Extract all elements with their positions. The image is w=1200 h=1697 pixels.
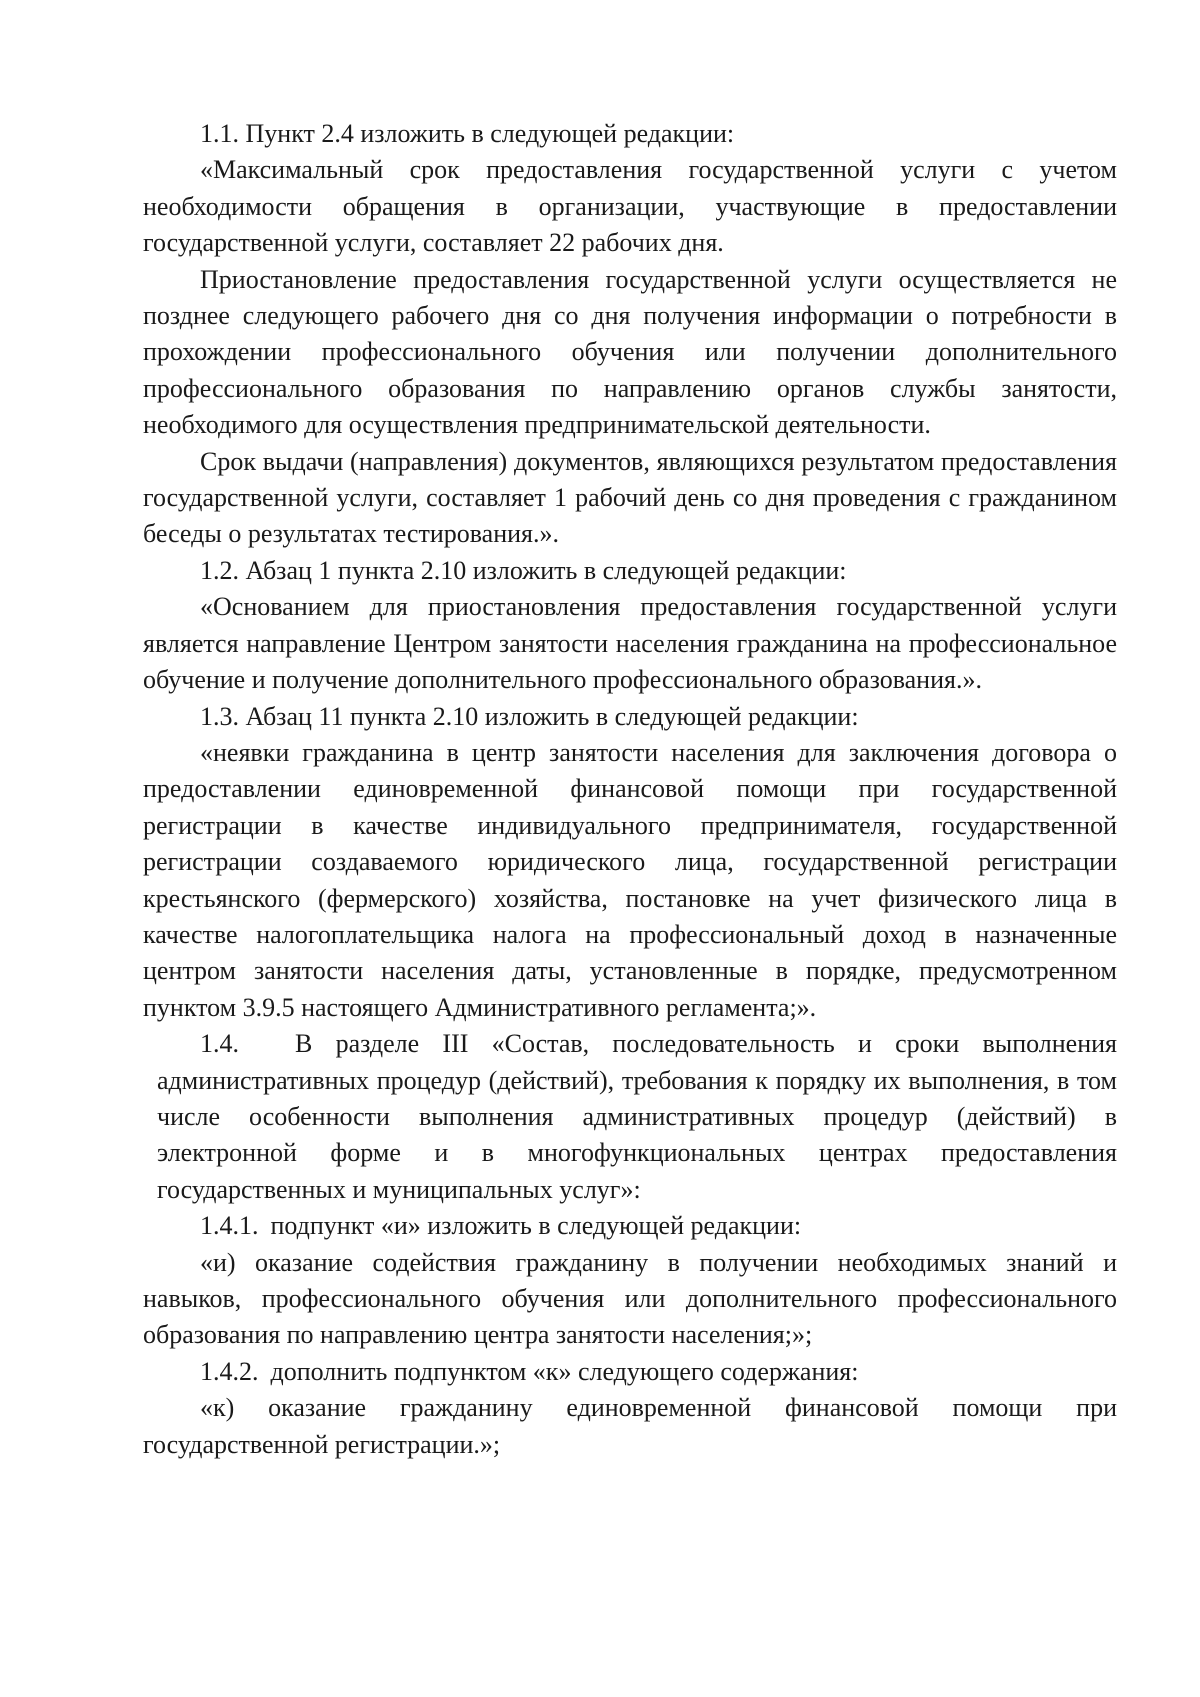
paragraph-1-1: 1.1. Пункт 2.4 изложить в следующей редакции: (200, 119, 735, 148)
paragraph-suspension: Приостановление предоставления государственной услуги осуществляется не позднее следующего рабочего дня со дня получения информации о потребности в прохождении профессионального обучения или получении дополнительного профессионального образования по направлению органов службы занятости, необходимого для осуществления предпринимательской деятельности. (143, 264, 1117, 440)
paragraph-1-4 (143, 1026, 1117, 1208)
paragraph-1-3: 1.3. Абзац 11 пункта 2.10 изложить в следующей редакции: (200, 701, 859, 731)
paragraph-quote-max-term: «Максимальный срок предоставления государственной услуги с учетом необходимости обращения в организации, участвующие в предоставлении государственной услуги, составляет 22 рабочих дня. (143, 155, 1117, 258)
document-body (143, 116, 1117, 1463)
paragraph-text: подпункт «и» изложить в следующей редакции: (270, 1211, 802, 1241)
paragraph-quote-subpoint-i: «и) оказание содействия гражданину в получении необходимых знаний и навыков, профессионального обучения или дополнительного профессионального образования по направлению центра занятости населения;»; (143, 1247, 1117, 1350)
paragraph-quote-subpoint-k: «к) оказание гражданину единовременной финансовой помощи при государственной регистрации.»; (143, 1393, 1117, 1459)
paragraph-number: 1.4.1. (200, 1211, 259, 1241)
paragraph-text: В разделе III «Состав, последовательность и сроки выполнения административных процедур (действий), требования к порядку их выполнения, в том числе особенности выполнения административных процедур (действий) в электронной форме и в многофункциональных центрах предоставления государственных и муниципальных услуг»: (157, 1029, 1117, 1204)
paragraph-number: 1.4.2. (200, 1356, 259, 1386)
paragraph-1-2: 1.2. Абзац 1 пункта 2.10 изложить в следующей редакции: (200, 555, 847, 585)
paragraph-quote-non-appearance: «неявки гражданина в центр занятости населения для заключения договора о предоставлении единовременной финансовой помощи при государственной регистрации в качестве индивидуального предпринимателя, государственной регистрации создаваемого юридического лица, государственной регистрации крестьянского (фермерского) хозяйства, постановке на учет физического лица в качестве налогоплательщика налога на профессиональный доход в назначенные центром занятости населения даты, установленные в порядке, предусмотренном пунктом 3.9.5 настоящего Административного регламента;». (143, 737, 1117, 1022)
paragraph-number: 1.4. (200, 1029, 239, 1059)
paragraph-quote-grounds: «Основанием для приостановления предоставления государственной услуги является направление Центром занятости населения гражданина на профессиональное обучение и получение дополнительного профессионального образования.». (143, 592, 1117, 695)
paragraph-text: дополнить подпунктом «к» следующего содержания: (270, 1356, 859, 1386)
paragraph-issue-term: Срок выдачи (направления) документов, являющихся результатом предоставления государственной услуги, составляет 1 рабочий день со дня проведения с гражданином беседы о результатах тестирования.». (143, 446, 1117, 549)
paragraph-1-4-1 (143, 1208, 1117, 1244)
paragraph-1-4-2 (143, 1354, 1117, 1390)
